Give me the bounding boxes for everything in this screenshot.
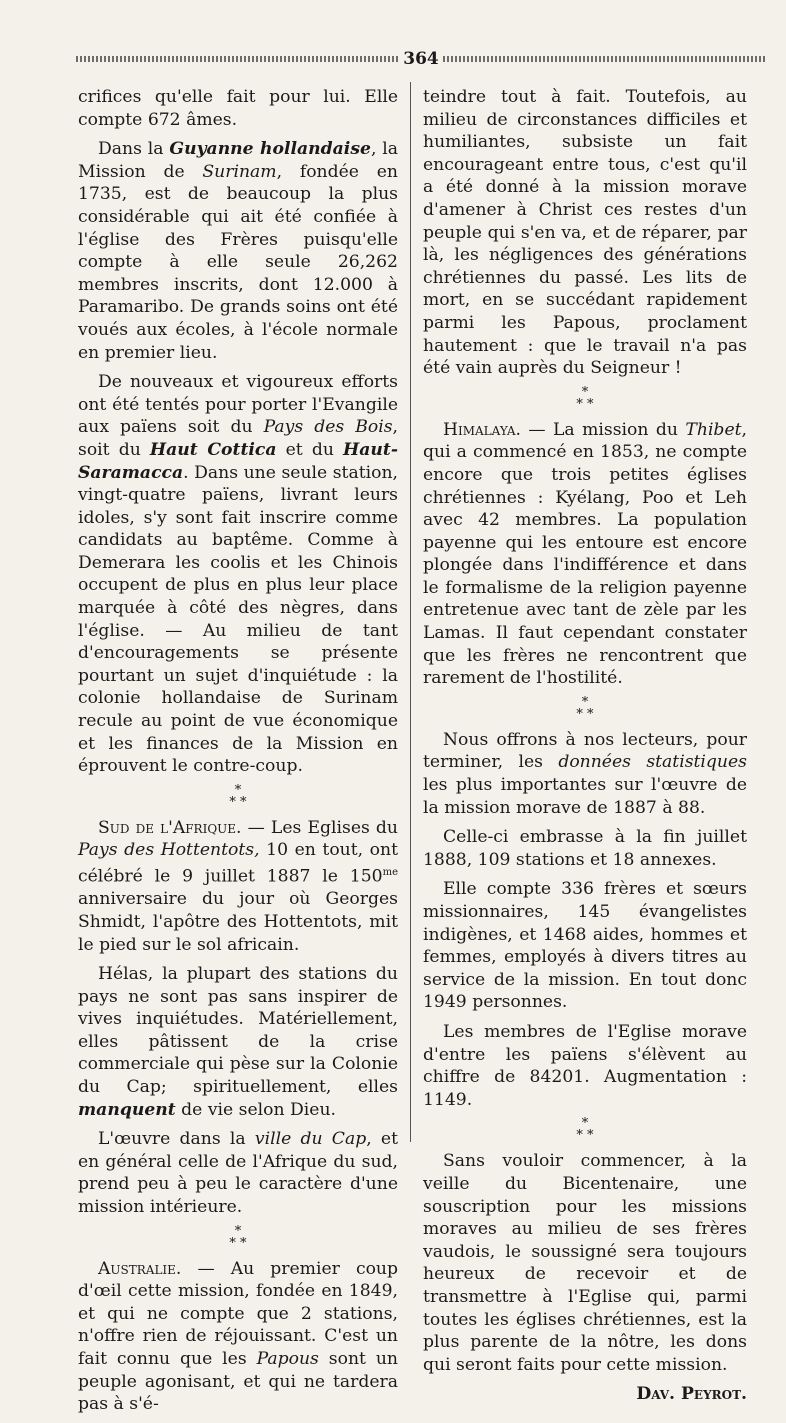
column-divider [410,82,411,1142]
star: * [581,384,589,400]
text: Dans la [98,139,170,160]
section-separator [423,1118,747,1142]
emphasis: Pays des Hottentots, [78,840,260,861]
section-separator [423,384,747,412]
section-heading: Sud de l'Afrique. [98,817,242,838]
emphasis: Thibet [685,419,742,440]
emphasis: Guyanne hollandaise [169,139,371,160]
text: anniversaire du jour où Georges Shmidt, l'apôtre des Hottentots, mit le pied sur le sol africain. [78,889,398,955]
section-heading: Australie. [98,1258,182,1279]
paragraph: crifices qu'elle fait pour lui. Elle compte 672 âmes. [78,87,398,130]
text: , et en général celle de l'Afrique du sud, prend peu à peu le caractère d'une mission intérieure. [78,1129,398,1218]
text: De nouveaux et vigoureux efforts ont été tentés pour porter l'Evangile aux païens soit du [78,372,398,438]
paragraph-souscription: Sans vouloir commencer, à la veille du Bicentenaire, une souscription pour les missions moraves au milieu de ses frères vaudois, le soussigné sera toujours heureux de recevoir et de transmettre à l'Eglise qui, parmi toutes les églises chrétiennes, est la plus parente de la nôtre, les dons qui seront faits pour cette mission. [423,1151,747,1375]
left-column [78,86,398,1423]
paragraph-helas [78,963,398,1121]
right-column [423,86,747,1413]
text: L'œuvre dans la [98,1129,255,1150]
emphasis: Surinam [202,161,277,182]
section-heading: Himalaya. [443,419,521,440]
emphasis: Haut-Saramacca [78,439,398,483]
paragraph: teindre tout à fait. Toutefois, au milieu de circonstances difficiles et humiliantes, subsiste un fait encourageant entre tous, c'est qu'il a été donné à la mission morave d'amener à Christ ces restes d'un peuple qui s'en va, et de réparer, par là, les négligences des générations chrétiennes du passé. Les lits de mort, en se succédant rapidement parmi les Papous, proclament hautement : que le travail n'a pas été vain auprès du Seigneur ! [423,87,747,379]
text: Nous offrons à nos lecteurs, pour terminer, les [423,729,747,773]
header-rule-right [443,56,766,62]
section-separator [78,782,398,810]
paragraph-freres: Elle compte 336 frères et sœurs missionnaires, 145 évangelistes indigènes, et 1468 aides, hommes et femmes, employés à divers titres au service de la mission. En tout donc 1949 personnes. [423,879,747,1013]
star: * [581,1116,589,1132]
paragraph-australie [78,1258,398,1416]
paragraph-cap [78,1128,398,1218]
paragraph-statistiques [423,729,747,819]
text: , fondée en 1735, est de beaucoup la plus considérable qui ait été confiée à l'église des Frères puisqu'elle compte à elle seule 26,262 membres inscrits, dont 12.000 à Paramaribo. De grands soins ont été voués aux écoles, à l'école normale en premier lieu. [78,161,398,363]
emphasis: Papous [256,1349,319,1370]
text: — Les Eglises du [241,817,399,838]
emphasis: Pays des Bois [263,417,393,438]
text: et du [276,439,344,460]
text: , soit du [78,417,398,460]
stars: * * [576,706,594,722]
text: , la Mission de [78,139,399,182]
signature: Dav. Peyrot. [636,1384,747,1405]
text: — Au premier coup d'œil cette mission, fondée en 1849, et qui ne compte que 2 stations, n'offre rien de réjouissant. C'est un fait connu que les [78,1258,398,1370]
star: * [581,694,589,710]
text: de vie selon Dieu. [175,1099,337,1120]
header-rule-left [76,56,399,62]
star: * [234,1223,242,1239]
text: les plus importantes sur l'œuvre de la mission morave de 1887 à 88. [423,775,747,818]
section-separator [78,1223,398,1251]
text: Hélas, la plupart des stations du pays ne sont pas sans inspirer de vives inquiétudes. Matériellement, elles pâtissent de la crise commerciale qui pèse sur la Colonie du Cap; spirituellement, elles [78,964,398,1098]
paragraph-afrique [78,817,398,956]
paragraph-stations: Celle-ci embrasse à la fin juillet 1888, 109 stations et 18 annexes. [423,827,747,870]
emphasis: données statistiques [558,752,747,773]
paragraph-membres: Les membres de l'Eglise morave d'entre les païens s'élèvent au chiffre de 84201. Augmentation : 1149. [423,1021,747,1110]
paragraph-himalaya [423,419,747,690]
text: 10 en tout, ont célébré le 9 juillet 1887 le 150 [78,840,399,887]
stars: * * [576,396,594,412]
stars: * * [576,1128,594,1144]
stars: * * [229,794,247,810]
emphasis: manquent [78,1099,176,1120]
text: sont un peuple agonisant, et qui ne tardera pas à s'é- [78,1349,398,1415]
stars: * * [229,1235,247,1251]
page-number: 364 [403,49,439,69]
superscript: me [382,867,398,878]
section-separator [423,694,747,722]
text: . Dans une seule station, vingt-quatre païens, livrant leurs idoles, s'y sont fait inscrire comme candidats au baptême. Comme à Demerara les coolis et les Chinois occupent de plus en plus leur place marquée à côté des nègres, dans l'église. — Au milieu de tant d'encouragements se présente pourtant un sujet d'inquiétude : la colonie hollandaise de Surinam recule au point de vue économique et les finances de la Mission en éprouvent le contre-coup. [78,462,398,777]
paragraph-efforts [78,371,398,778]
page-header [76,44,766,74]
paragraph-guyane [78,138,398,364]
emphasis: ville du Cap [254,1129,367,1150]
star: * [234,782,242,798]
emphasis: Haut Cottica [149,439,277,460]
text: — La mission du [520,419,686,440]
text: , qui a commencé en 1853, ne compte encore que trois petites églises chrétiennes : Kyélang, Poo et Leh avec 42 membres. La population payenne qui les entoure est encore plongée dans l'indifférence et dans le formalisme de la religion payenne entretenue avec tant de zèle par les Lamas. Il faut cependant constater que les frères ne rencontrent que rarement de l'hostilité. [423,419,747,689]
